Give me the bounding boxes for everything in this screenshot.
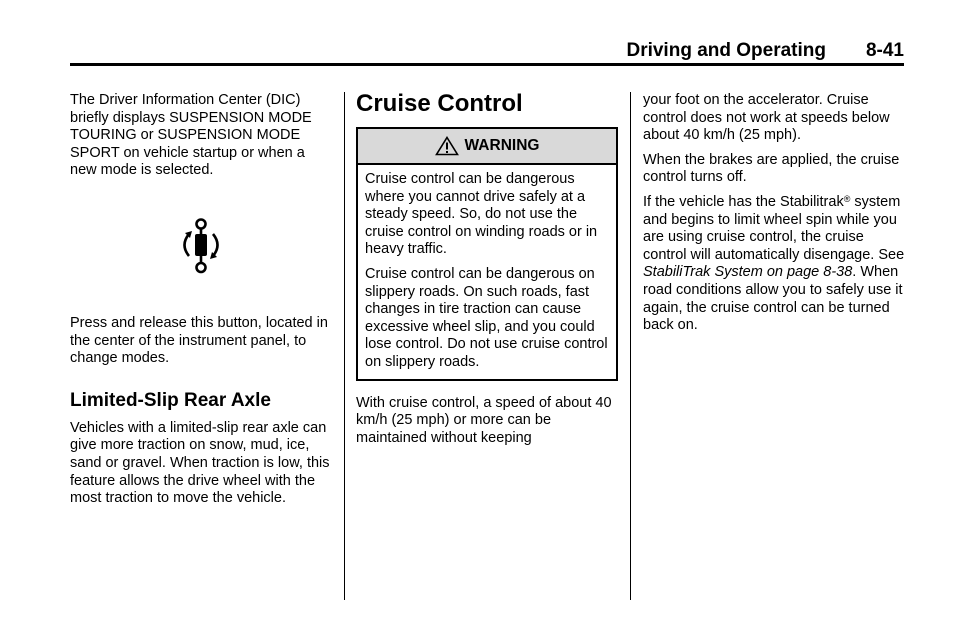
column-divider-right: [630, 92, 631, 600]
warning-label: WARNING: [464, 137, 540, 155]
cruise-control-heading: Cruise Control: [356, 90, 523, 117]
page-number: 8-41: [865, 40, 904, 61]
header-rule: [70, 63, 904, 66]
section-title: Driving and Operating: [626, 40, 826, 61]
stabilitrak-text-b: system and begins to limit wheel spin while you are using cruise control, the cruise control will automatically disengage. See: [643, 193, 905, 263]
cruise-speed-paragraph: With cruise control, a speed of about 40 km/h (25 mph) or more can be maintained without keeping: [356, 394, 612, 446]
warning-header: [358, 129, 616, 165]
column-3: [643, 92, 905, 342]
limited-slip-heading: Limited-Slip Rear Axle: [70, 389, 271, 411]
registered-mark: ®: [843, 193, 851, 204]
stabilitrak-paragraph: [643, 194, 905, 335]
warning-paragraph-2: Cruise control can be dangerous on slippery roads. On such roads, fast changes in tire traction can cause excessive wheel slip, and you could lose control. Do not use cruise control on slippery roads.: [365, 265, 608, 370]
stabilitrak-text-c: . When road conditions allow you to safely use it again, the cruise control can be turned back on.: [643, 264, 903, 334]
column-1: [70, 92, 332, 515]
mode-button-paragraph: Press and release this button, located in the center of the instrument panel, to change modes.: [70, 314, 328, 367]
column-2: [356, 90, 618, 454]
suspension-mode-icon: [70, 187, 332, 305]
column-divider-left: [344, 92, 345, 600]
warning-body: [358, 165, 616, 372]
warning-box: [356, 127, 618, 381]
limited-slip-paragraph: Vehicles with a limited-slip rear axle can give more traction on snow, mud, ice, sand or gravel. When traction is low, this feature allows the drive wheel with the most traction to move the vehicle.: [70, 419, 330, 507]
warning-paragraph-1: Cruise control can be dangerous where you cannot drive safely at a steady speed. So, do not use the cruise control on winding roads or in heavy traffic.: [365, 171, 598, 258]
brakes-paragraph: When the brakes are applied, the cruise control turns off.: [643, 151, 900, 186]
warning-triangle-icon: [435, 136, 459, 156]
accelerator-paragraph: your foot on the accelerator. Cruise control does not work at speeds below about 40 km/h (25 mph).: [643, 92, 890, 144]
stabilitrak-text-a: If the vehicle has the Stabilitrak: [643, 193, 844, 210]
page-header: [70, 40, 904, 62]
stabilitrak-cross-reference[interactable]: StabiliTrak System on page 8-38: [643, 264, 853, 281]
dic-paragraph: The Driver Information Center (DIC) briefly displays SUSPENSION MODE TOURING or SUSPENSION MODE SPORT on vehicle startup or when a new mode is selected.: [70, 92, 312, 179]
